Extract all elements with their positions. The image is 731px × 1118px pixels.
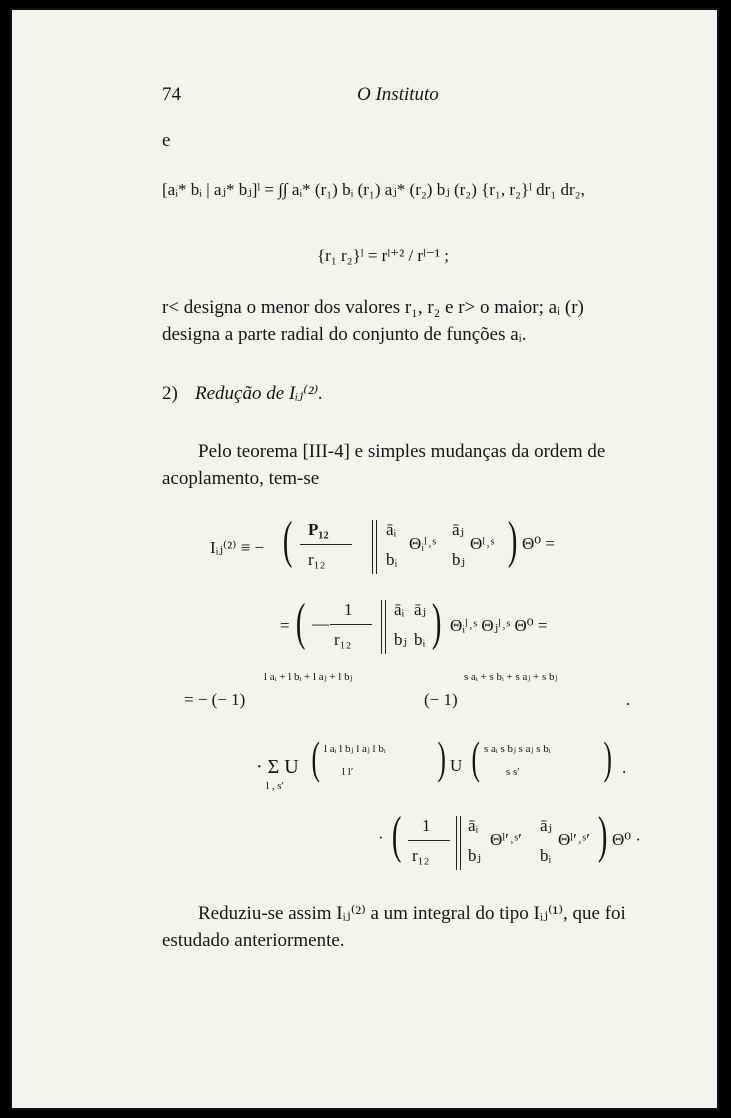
paragraph-conclusion-line1: Reduziu-se assim Iᵢⱼ⁽²⁾ a um integral do tipo Iᵢⱼ⁽¹⁾, que foi [198, 903, 626, 924]
paragraph-theorem-line1: Pelo teorema [III-4] e simples mudanças da ordem de [198, 441, 606, 462]
page-number: 74 [162, 84, 181, 105]
equation-radial-ratio: {r₁ r₂}ˡ = rˡ⁺² / rˡ⁻¹ ; [317, 246, 449, 265]
paragraph-theorem-line2: acoplamento, tem-se [162, 468, 320, 489]
section-number: 2) [162, 383, 178, 404]
document-page: 74 O Instituto e [aᵢ* bᵢ | aⱼ* bⱼ]ˡ = ∫∫ aᵢ* (r₁) bᵢ (r₁) aⱼ* (r₂) bⱼ (r₂) {r₁, r₂}ˡ dr₁ dr₂, {r₁ r₂}ˡ = rˡ⁺² / rˡ⁻¹ ; r< designa o menor dos valores r₁, r₂ e r> o maior; aᵢ (r) designa a parte radial do conjunto de funções aᵢ. 2) Redução de Iᵢⱼ⁽²⁾. Pelo teorema [III-4] e simples mudanças da ordem de acoplamento, tem-se Iᵢⱼ⁽²⁾ ≡ − ( P₁₂ r₁₂ āᵢ bᵢ Θᵢˡ˒ˢ āⱼ bⱼ Θˡ˒ˢ ) Θ⁰ = = ( — 1 r₁₂ āᵢ bⱼ āⱼ bᵢ ) Θᵢˡ˒ˢ Θⱼˡ˒ˢ Θ⁰ = = − (− 1) l aᵢ + l bᵢ + l aⱼ + l bⱼ (− 1) s aᵢ + s bᵢ + s aⱼ + s bⱼ . · Σ U l , s′ ( l aᵢ l bⱼ l aⱼ l bᵢ l l′ ) U ( s aᵢ s bⱼ s aⱼ s bᵢ s s′ ) . · ( 1 r₁₂ āᵢ bⱼ Θˡ′˒ˢ′ āⱼ bᵢ Θˡ′˒ˢ′ ) Θ⁰ · Reduziu-se assim Iᵢⱼ⁽²⁾ a um integral do tipo Iᵢⱼ⁽¹⁾, que foi estudado anteriormente. [10, 8, 719, 1110]
paragraph-definitions-line2: designa a parte radial do conjunto de funções aᵢ. [162, 324, 527, 345]
section-heading: Redução de Iᵢⱼ⁽²⁾. [195, 383, 324, 404]
intro-e: e [162, 130, 171, 151]
equation-integral: [aᵢ* bᵢ | aⱼ* bⱼ]ˡ = ∫∫ aᵢ* (r₁) bᵢ (r₁) aⱼ* (r₂) bⱼ (r₂) {r₁, r₂}ˡ dr₁ dr₂, [162, 180, 585, 199]
running-title: O Instituto [357, 84, 439, 105]
paragraph-definitions-line1: r< designa o menor dos valores r₁, r₂ e r> o maior; aᵢ (r) [162, 297, 584, 318]
paragraph-conclusion-line2: estudado anteriormente. [162, 930, 345, 951]
